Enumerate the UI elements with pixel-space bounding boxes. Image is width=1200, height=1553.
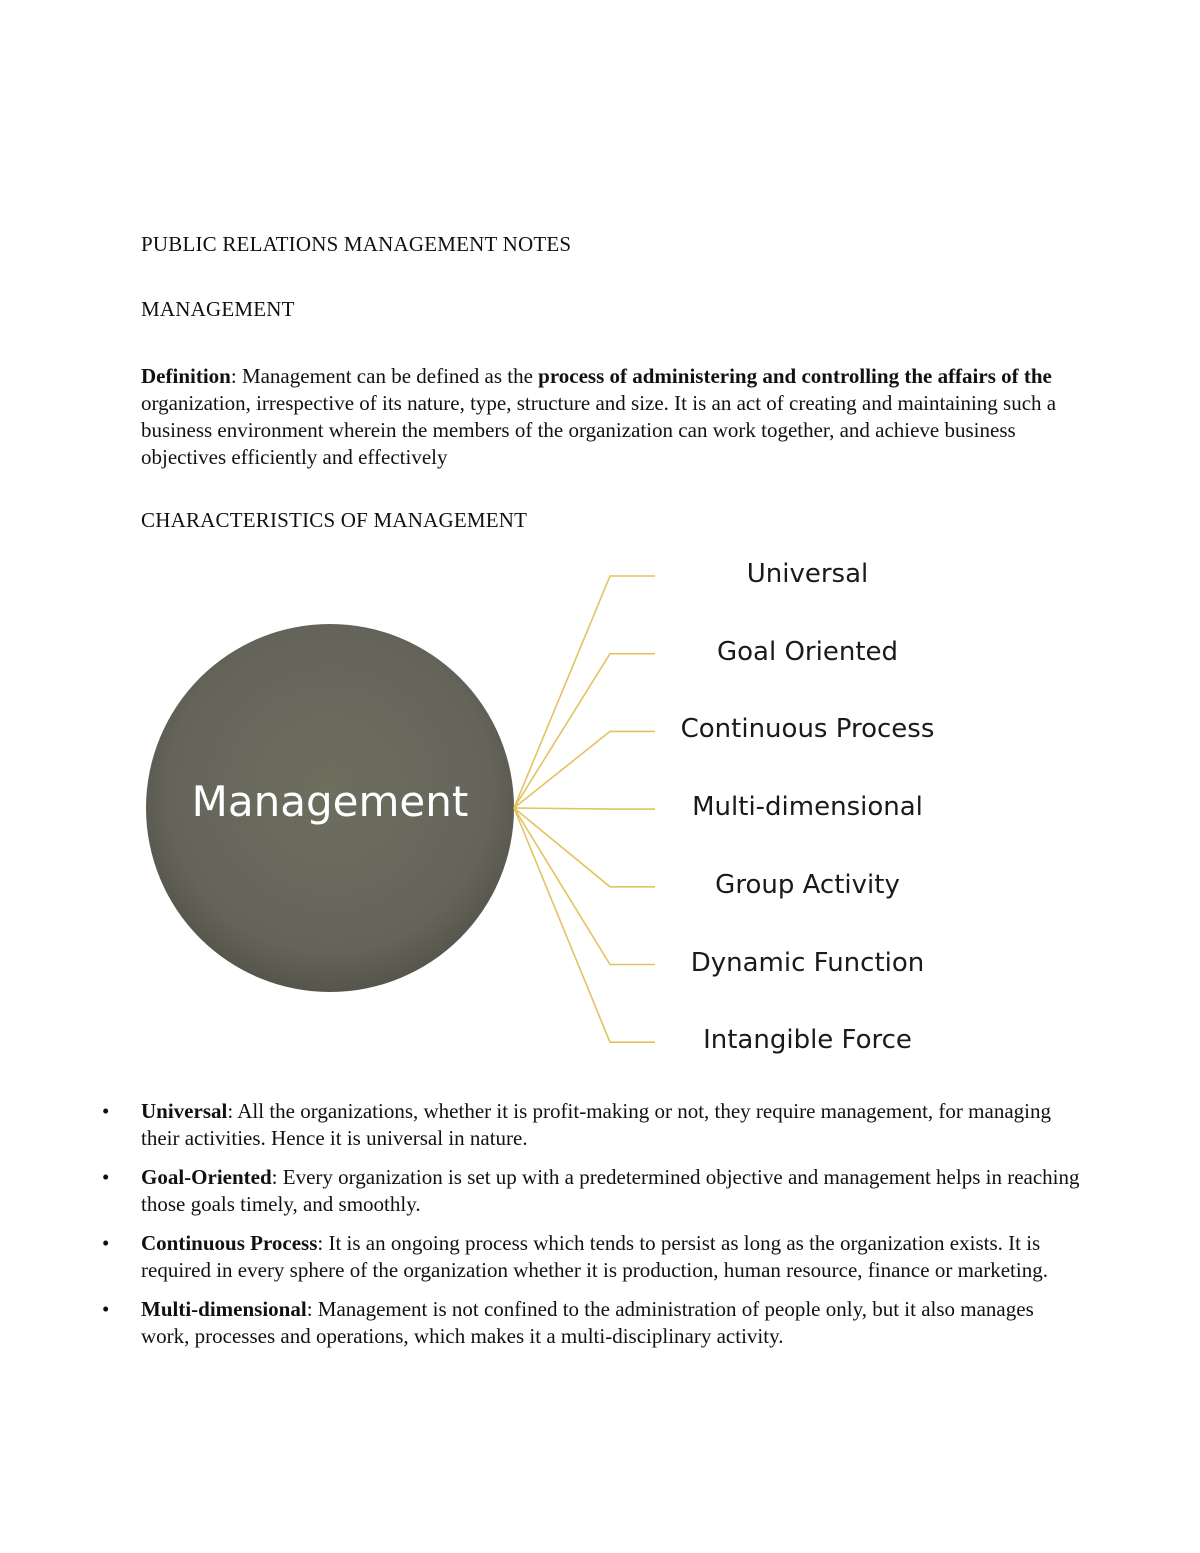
bullet-text: : All the organizations, whether it is profit-making or not, they require management, for managing their activities. Hence it is universal in nature. — [141, 1099, 1051, 1150]
branch-label-dynamic-function: Dynamic Function — [690, 947, 925, 978]
bullet-item-multi-dimensional — [100, 1296, 1080, 1350]
bullet-term: Goal-Oriented — [141, 1165, 272, 1189]
bullet-term: Multi-dimensional — [141, 1297, 307, 1321]
characteristics-diagram — [140, 555, 980, 1065]
bullet-item-universal — [100, 1098, 1080, 1152]
bullet-icon: • — [102, 1231, 110, 1255]
document-title: PUBLIC RELATIONS MANAGEMENT NOTES — [141, 232, 572, 256]
bullet-text: : It is an ongoing process which tends to persist as long as the organization exists. It is required in every sphere of the organization whether it is production, human resource, finance or marketing. — [141, 1231, 1048, 1282]
bullet-icon: • — [102, 1297, 110, 1321]
definition-text-a: Management can be defined as the — [241, 364, 539, 388]
definition-text-b: organization, irrespective of its nature, type, structure and size. It is an act of creating and maintaining such a business environment wherein the members of the organization can work together, and achieve business objectives efficiently and effectively — [141, 391, 1057, 469]
section-heading-management: MANAGEMENT — [141, 297, 295, 321]
bullet-item-goal-oriented — [100, 1164, 1080, 1218]
bullet-icon: • — [102, 1099, 110, 1123]
branch-label-universal: Universal — [746, 559, 869, 589]
management-circle-label: Management — [191, 777, 469, 826]
bullet-text: : Management is not confined to the administration of people only, but it also manages work, processes and operations, which makes it a multi-disciplinary activity. — [141, 1297, 1034, 1348]
section-heading-characteristics: CHARACTERISTICS OF MANAGEMENT — [141, 508, 528, 532]
bullet-icon: • — [102, 1165, 110, 1189]
bullet-text: : Every organization is set up with a predetermined objective and management helps in reaching those goals timely, and smoothly. — [141, 1165, 1080, 1216]
definition-separator: : — [230, 364, 242, 388]
branch-label-goal-oriented: Goal Oriented — [716, 636, 899, 667]
characteristics-bullet-list — [100, 1098, 1080, 1362]
bullet-term: Universal — [141, 1099, 228, 1123]
definition-bold-phrase: process of administering and controlling the affairs of the — [538, 364, 1052, 388]
bullet-term: Continuous Process — [141, 1231, 318, 1255]
bullet-item-continuous-process — [100, 1230, 1080, 1284]
branch-label-intangible-force: Intangible Force — [703, 1025, 912, 1056]
branch-label-multi-dimensional: Multi-dimensional — [692, 792, 923, 823]
branch-label-group-activity: Group Activity — [715, 869, 900, 900]
definition-label: Definition — [141, 364, 231, 388]
branch-label-continuous-process: Continuous Process — [680, 714, 935, 745]
definition-paragraph — [141, 363, 1071, 471]
